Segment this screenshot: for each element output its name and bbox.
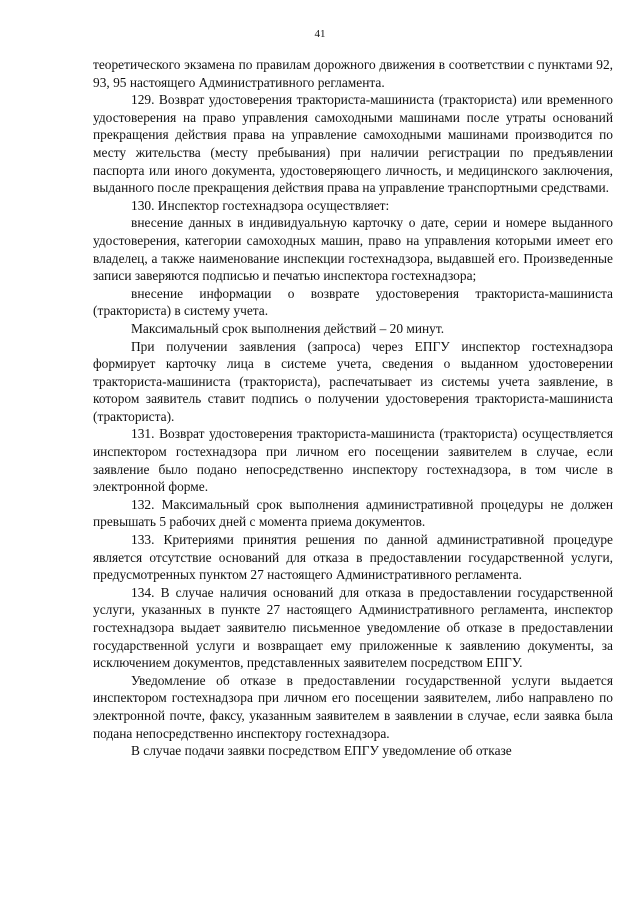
paragraph-131: 131. Возврат удостоверения тракториста-машиниста (тракториста) осуществляется инспектором гостехнадзора при личном его посещении заявителем в случае, если заявление было подано непосредственно инспектору гостехнадзора, в том числе в электронной форме. bbox=[93, 426, 613, 495]
paragraph-130-item-1: внесение данных в индивидуальную карточку о дате, серии и номере выданного удостоверения, категории самоходных машин, право на управления которыми имеет его владелец, а также наименование инспекции гостехнадзора, выдавшей его. Произведенные записи заверяются подписью и печатью инспектора гостехнадзора; bbox=[93, 215, 613, 284]
paragraph-notice: Уведомление об отказе в предоставлении государственной услуги выдается инспектором гостехнадзора при личном его посещении заявителем, либо направлено по электронной почте, факсу, указанным заявителем в заявлении в случае, если заявка была подана непосредственно инспектору гостехнадзора. bbox=[93, 672, 613, 741]
paragraph-continuation: теоретического экзамена по правилам дорожного движения в соответствии с пунктами 92, 93, 95 настоящего Административного регламента. bbox=[93, 57, 613, 90]
page-number: 41 bbox=[314, 28, 326, 40]
paragraph-134: 134. В случае наличия оснований для отказа в предоставлении государственной услуги, указанных в пункте 27 настоящего Административного регламента, инспектор гостехнадзора выдает заявителю письменное уведомление об отказе в предоставлении государственной услуги и возвращает ему приложенные к заявлению документы, за исключением документов, представленных заявителем посредством ЕПГУ. bbox=[93, 584, 613, 671]
document-body bbox=[93, 56, 613, 760]
paragraph-130: 130. Инспектор гостехнадзора осуществляет: bbox=[131, 197, 390, 213]
paragraph-133: 133. Критериями принятия решения по данной административной процедуре является отсутствие оснований для отказа в предоставлении государственной услуги, предусмотренных пунктом 27 настоящего Административного регламента. bbox=[93, 532, 613, 583]
paragraph-132: 132. Максимальный срок выполнения административной процедуры не должен превышать 5 рабочих дней с момента приема документов. bbox=[93, 496, 613, 530]
paragraph-epgu-notice: В случае подачи заявки посредством ЕПГУ уведомление об отказе bbox=[131, 743, 512, 759]
paragraph-max-time: Максимальный срок выполнения действий – 20 минут. bbox=[131, 320, 445, 336]
paragraph-130-item-2: внесение информации о возврате удостоверения тракториста-машиниста (тракториста) в систему учета. bbox=[93, 285, 613, 319]
paragraph-129: 129. Возврат удостоверения тракториста-машиниста (тракториста) или временного удостоверения на право управления самоходными машинами после утраты оснований прекращения действия права на управление самоходными машинами производится по месту жительства (месту пребывания) при наличии регистрации по предъявлении паспорта или иного документа, удостоверяющего личность, и медицинского заключения, выданного после прекращения действия права на управление транспортными средствами. bbox=[93, 92, 613, 196]
paragraph-epgu: При получении заявления (запроса) через ЕПГУ инспектор гостехнадзора формирует карточку лица в системе учета, сведения о выданном удостоверении тракториста-машиниста (тракториста), распечатывает из системы учета заявление, в котором заявитель ставит подпись о получении удостоверения тракториста-машиниста (тракториста). bbox=[93, 338, 613, 424]
